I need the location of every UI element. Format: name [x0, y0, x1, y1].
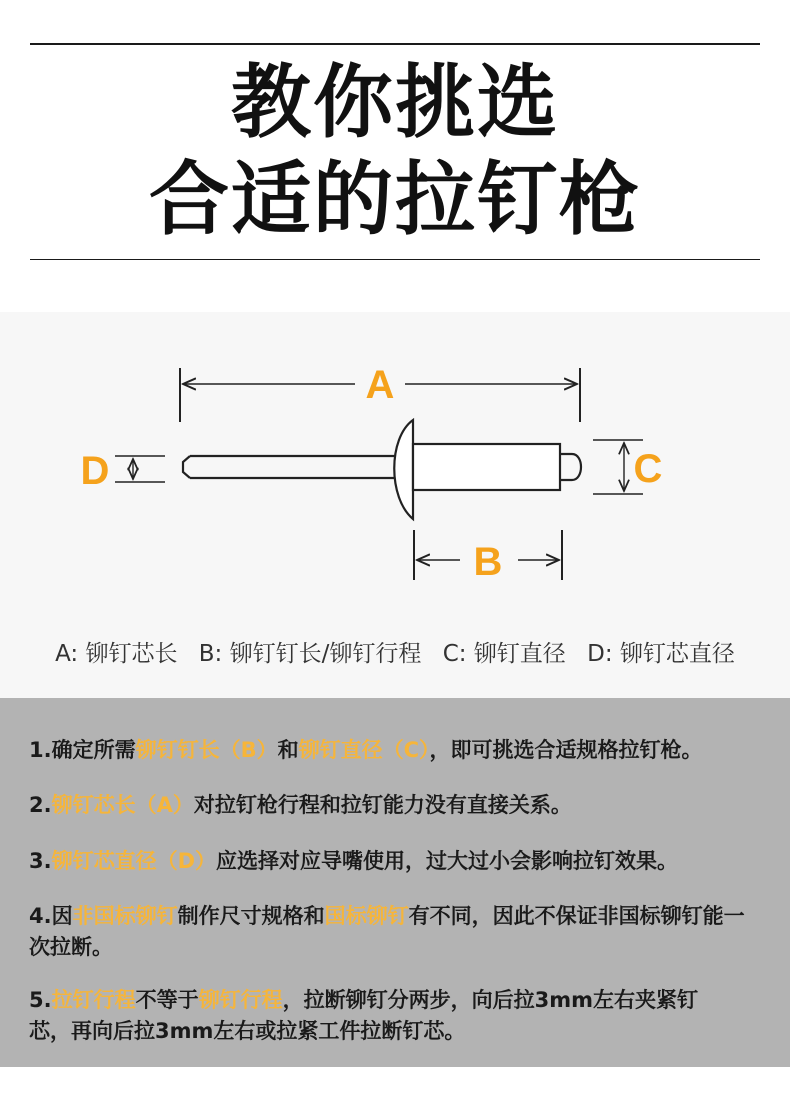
- note-1-text-a: 1.确定所需: [29, 738, 136, 762]
- note-3-highlight-a: 铆钉芯直径（D）: [51, 849, 217, 873]
- note-item-1: [29, 735, 774, 766]
- label-b: B: [473, 540, 503, 584]
- note-1-text-b: 和: [277, 738, 299, 762]
- note-item-2: [29, 790, 774, 821]
- dimension-d: [81, 449, 165, 493]
- rivet-body: [413, 444, 560, 490]
- note-1-highlight-a: 铆钉钉长（B）: [135, 738, 278, 762]
- note-item-4: [29, 901, 749, 963]
- legend-item-c: C: 铆钉直径: [442, 641, 566, 667]
- dimension-b: [414, 530, 562, 584]
- note-1-highlight-b: 铆钉直径（C）: [298, 738, 430, 762]
- mandrel-tip: [183, 456, 190, 478]
- note-4-highlight-b: 国标铆钉: [324, 904, 409, 928]
- note-2-highlight-a: 铆钉芯长（A）: [51, 793, 194, 817]
- rivet-shape: [183, 420, 581, 519]
- legend-item-d: D: 铆钉芯直径: [587, 641, 735, 667]
- note-item-5: [29, 985, 719, 1047]
- label-a: A: [365, 363, 395, 407]
- note-5-highlight-b: 铆钉行程: [198, 988, 283, 1012]
- bottom-divider: [30, 259, 760, 260]
- note-3-text-b: 应选择对应导嘴使用，过大过小会影响拉钉效果。: [216, 849, 679, 873]
- dimension-c: [593, 440, 662, 494]
- bottom-card: [5, 1067, 785, 1107]
- note-1-text-c: ，即可挑选合适规格拉钉枪。: [429, 738, 703, 762]
- header-section: [0, 0, 790, 312]
- note-4-text-a: 4.因: [29, 904, 73, 928]
- legend-item-a: A: 铆钉芯长: [55, 641, 178, 667]
- note-2-text-a: 2.: [29, 793, 52, 817]
- label-c: C: [633, 447, 663, 491]
- note-4-highlight-a: 非国标铆钉: [72, 904, 178, 928]
- label-d: D: [80, 449, 110, 493]
- legend-item-b: B: 铆钉钉长/铆钉行程: [198, 641, 422, 667]
- note-3-text-a: 3.: [29, 849, 52, 873]
- page-title-line-2: 合适的拉钉枪: [149, 153, 641, 246]
- note-5-text-c: ，拉断铆钉分两步，向后拉3mm左右夹紧钉芯，再向后拉3mm左右或拉紧工件拉断钉芯。: [29, 988, 698, 1043]
- diagram-legend: [0, 635, 790, 668]
- dimension-a: [180, 363, 580, 422]
- note-5-highlight-a: 拉钉行程: [51, 988, 136, 1012]
- note-4-text-c: 有不同，因此不保证非国标铆钉能一次拉断。: [29, 904, 745, 959]
- rivet-diagram-drawing: [0, 312, 790, 632]
- mandrel-end: [560, 454, 581, 480]
- note-item-3: [29, 846, 774, 877]
- note-4-text-b: 制作尺寸规格和: [177, 904, 325, 928]
- rivet-diagram: [0, 312, 790, 698]
- note-2-text-b: 对拉钉枪行程和拉钉能力没有直接关系。: [193, 793, 572, 817]
- top-divider: [30, 43, 760, 45]
- note-5-text-b: 不等于: [135, 988, 199, 1012]
- note-5-text-a: 5.: [29, 988, 52, 1012]
- page-title-line-1: 教你挑选: [231, 56, 559, 149]
- notes-section: [0, 698, 790, 1067]
- rivet-head: [394, 420, 413, 519]
